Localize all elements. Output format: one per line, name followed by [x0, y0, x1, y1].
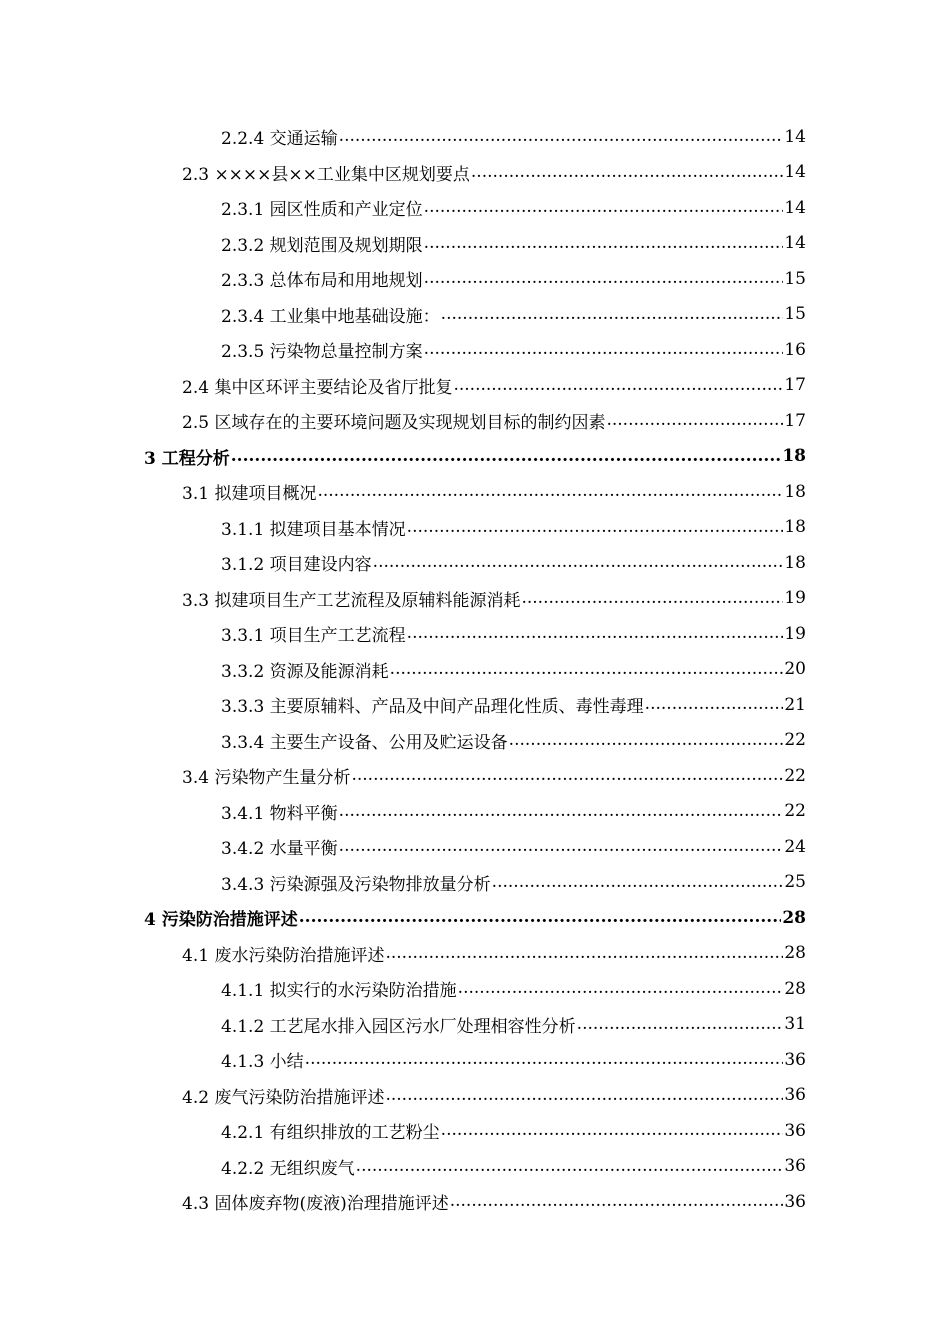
toc-entry[interactable] — [0, 1078, 806, 1114]
toc-dot-leader — [385, 945, 783, 962]
toc-entry-page-number: 18 — [782, 446, 806, 467]
toc-entry-title: 2.3.5 污染物总量控制方案 — [221, 342, 423, 363]
toc-entry-title: 3.4.2 水量平衡 — [221, 839, 338, 860]
toc-dot-leader — [424, 235, 784, 252]
toc-dot-leader — [424, 199, 784, 216]
toc-entry-title: 3.3.1 项目生产工艺流程 — [221, 626, 406, 647]
toc-entry-page-number: 15 — [784, 268, 806, 289]
toc-entry-page-number: 28 — [784, 978, 806, 999]
toc-dot-leader — [492, 874, 784, 891]
toc-entry-page-number: 17 — [784, 375, 806, 396]
toc-entry-page-number: 36 — [784, 1191, 806, 1212]
toc-entry-page-number: 36 — [784, 1085, 806, 1106]
toc-entry-page-number: 28 — [782, 907, 806, 928]
toc-entry-title: 2.3.1 园区性质和产业定位 — [221, 200, 423, 221]
toc-entry[interactable] — [0, 971, 806, 1007]
toc-entry-page-number: 25 — [784, 872, 806, 893]
toc-entry[interactable] — [0, 297, 806, 333]
toc-dot-leader — [424, 341, 784, 358]
toc-entry-title: 3.3.3 主要原辅料、产品及中间产品理化性质、毒性毒理 — [221, 697, 644, 718]
toc-entry[interactable] — [0, 368, 806, 404]
toc-entry-page-number: 18 — [784, 552, 806, 573]
toc-entry-page-number: 16 — [784, 339, 806, 360]
toc-entry-page-number: 15 — [784, 304, 806, 325]
toc-entry-page-number: 36 — [784, 1156, 806, 1177]
toc-entry-title: 4.2.1 有组织排放的工艺粉尘 — [221, 1123, 440, 1144]
toc-entry-page-number: 28 — [784, 943, 806, 964]
toc-entry-title: 4.1.2 工艺尾水排入园区污水厂处理相容性分析 — [221, 1016, 576, 1037]
toc-dot-leader — [471, 164, 783, 181]
toc-entry[interactable] — [0, 616, 806, 652]
toc-entry[interactable] — [0, 1149, 806, 1185]
toc-entry[interactable] — [0, 1113, 806, 1149]
toc-dot-leader — [441, 306, 784, 323]
toc-entry[interactable] — [0, 1007, 806, 1043]
toc-entry[interactable] — [0, 829, 806, 865]
toc-entry-title: 3.4.3 污染源强及污染物排放量分析 — [221, 874, 491, 895]
toc-entry-page-number: 18 — [784, 517, 806, 538]
toc-dot-leader — [606, 412, 783, 429]
toc-dot-leader — [458, 980, 784, 997]
toc-entry-page-number: 36 — [784, 1049, 806, 1070]
toc-entry-title: 3.4.1 物料平衡 — [221, 803, 338, 824]
toc-entry-page-number: 22 — [784, 730, 806, 751]
toc-entry-page-number: 31 — [784, 1014, 806, 1035]
toc-dot-leader — [450, 1193, 784, 1210]
toc-entry[interactable] — [0, 332, 806, 368]
toc-dot-leader — [339, 803, 784, 820]
toc-entry-page-number: 14 — [784, 197, 806, 218]
toc-entry-title: 3.1.1 拟建项目基本情况 — [221, 519, 406, 540]
toc-dot-leader — [231, 448, 782, 465]
toc-dot-leader — [351, 767, 783, 784]
toc-entry[interactable] — [0, 865, 806, 901]
toc-entry-page-number: 21 — [784, 694, 806, 715]
toc-entry-page-number: 20 — [784, 659, 806, 680]
toc-entry-title: 3 工程分析 — [144, 448, 230, 469]
toc-entry[interactable] — [0, 510, 806, 546]
toc-entry-page-number: 18 — [784, 481, 806, 502]
toc-entry[interactable] — [0, 155, 806, 191]
toc-entry-title: 2.5 区域存在的主要环境问题及实现规划目标的制约因素 — [182, 413, 606, 434]
toc-entry-title: 4.1 废水污染防治措施评述 — [182, 945, 385, 966]
toc-entry-title: 2.4 集中区环评主要结论及省厅批复 — [182, 377, 453, 398]
toc-entry-title: 4.1.3 小结 — [221, 1052, 304, 1073]
toc-entry[interactable] — [0, 687, 806, 723]
toc-entry[interactable] — [0, 723, 806, 759]
toc-entry-title: 4.1.1 拟实行的水污染防治措施 — [221, 981, 457, 1002]
toc-dot-leader — [441, 1122, 784, 1139]
toc-dot-leader — [424, 270, 784, 287]
toc-dot-leader — [339, 128, 784, 145]
table-of-contents — [0, 119, 950, 1220]
toc-entry-page-number: 14 — [784, 126, 806, 147]
toc-entry-title: 3.3.2 资源及能源消耗 — [221, 661, 389, 682]
toc-dot-leader — [390, 661, 784, 678]
toc-entry[interactable] — [0, 439, 806, 475]
toc-entry-page-number: 24 — [784, 836, 806, 857]
toc-dot-leader — [407, 519, 784, 536]
toc-entry[interactable] — [0, 119, 806, 155]
toc-dot-leader — [509, 732, 784, 749]
toc-entry[interactable] — [0, 652, 806, 688]
toc-dot-leader — [453, 377, 783, 394]
toc-entry-page-number: 22 — [784, 765, 806, 786]
toc-entry-title: 4.3 固体废弃物(废液)治理措施评述 — [182, 1194, 449, 1215]
toc-entry-page-number: 14 — [784, 233, 806, 254]
toc-entry-page-number: 19 — [784, 588, 806, 609]
toc-entry[interactable] — [0, 936, 806, 972]
toc-entry-title: 4 污染防治措施评述 — [144, 910, 298, 931]
toc-dot-leader — [385, 1087, 783, 1104]
toc-entry[interactable] — [0, 1184, 806, 1220]
toc-entry[interactable] — [0, 190, 806, 226]
toc-entry[interactable] — [0, 403, 806, 439]
toc-entry[interactable] — [0, 900, 806, 936]
toc-entry-page-number: 17 — [784, 410, 806, 431]
toc-entry-page-number: 14 — [784, 162, 806, 183]
toc-entry[interactable] — [0, 581, 806, 617]
toc-entry-title: 2.3.4 工业集中地基础设施： — [221, 306, 440, 327]
toc-entry-title: 2.3.3 总体布局和用地规划 — [221, 271, 423, 292]
toc-entry-title: 2.3 ××××县××工业集中区规划要点 — [182, 164, 470, 185]
toc-dot-leader — [577, 1016, 784, 1033]
toc-entry[interactable] — [0, 474, 806, 510]
toc-entry[interactable] — [0, 261, 806, 297]
toc-entry-title: 3.4 污染物产生量分析 — [182, 768, 351, 789]
toc-dot-leader — [305, 1051, 784, 1068]
toc-dot-leader — [407, 625, 784, 642]
toc-dot-leader — [339, 838, 784, 855]
toc-entry[interactable] — [0, 545, 806, 581]
toc-dot-leader — [356, 1158, 784, 1175]
toc-entry-page-number: 22 — [784, 801, 806, 822]
toc-entry-page-number: 36 — [784, 1120, 806, 1141]
toc-dot-leader — [299, 909, 782, 926]
toc-entry-title: 4.2 废气污染防治措施评述 — [182, 1087, 385, 1108]
toc-entry-title: 3.1 拟建项目概况 — [182, 484, 317, 505]
toc-entry-title: 3.3 拟建项目生产工艺流程及原辅料能源消耗 — [182, 590, 521, 611]
toc-dot-leader — [373, 554, 784, 571]
toc-dot-leader — [645, 696, 784, 713]
toc-entry-title: 3.3.4 主要生产设备、公用及贮运设备 — [221, 732, 508, 753]
toc-entry-title: 3.1.2 项目建设内容 — [221, 555, 372, 576]
toc-entry-page-number: 19 — [784, 623, 806, 644]
toc-dot-leader — [521, 590, 783, 607]
toc-entry[interactable] — [0, 226, 806, 262]
toc-entry-title: 2.3.2 规划范围及规划期限 — [221, 235, 423, 256]
toc-entry-title: 2.2.4 交通运输 — [221, 129, 338, 150]
toc-dot-leader — [317, 483, 783, 500]
toc-entry[interactable] — [0, 794, 806, 830]
toc-entry[interactable] — [0, 1042, 806, 1078]
toc-entry[interactable] — [0, 758, 806, 794]
toc-entry-title: 4.2.2 无组织废气 — [221, 1158, 355, 1179]
